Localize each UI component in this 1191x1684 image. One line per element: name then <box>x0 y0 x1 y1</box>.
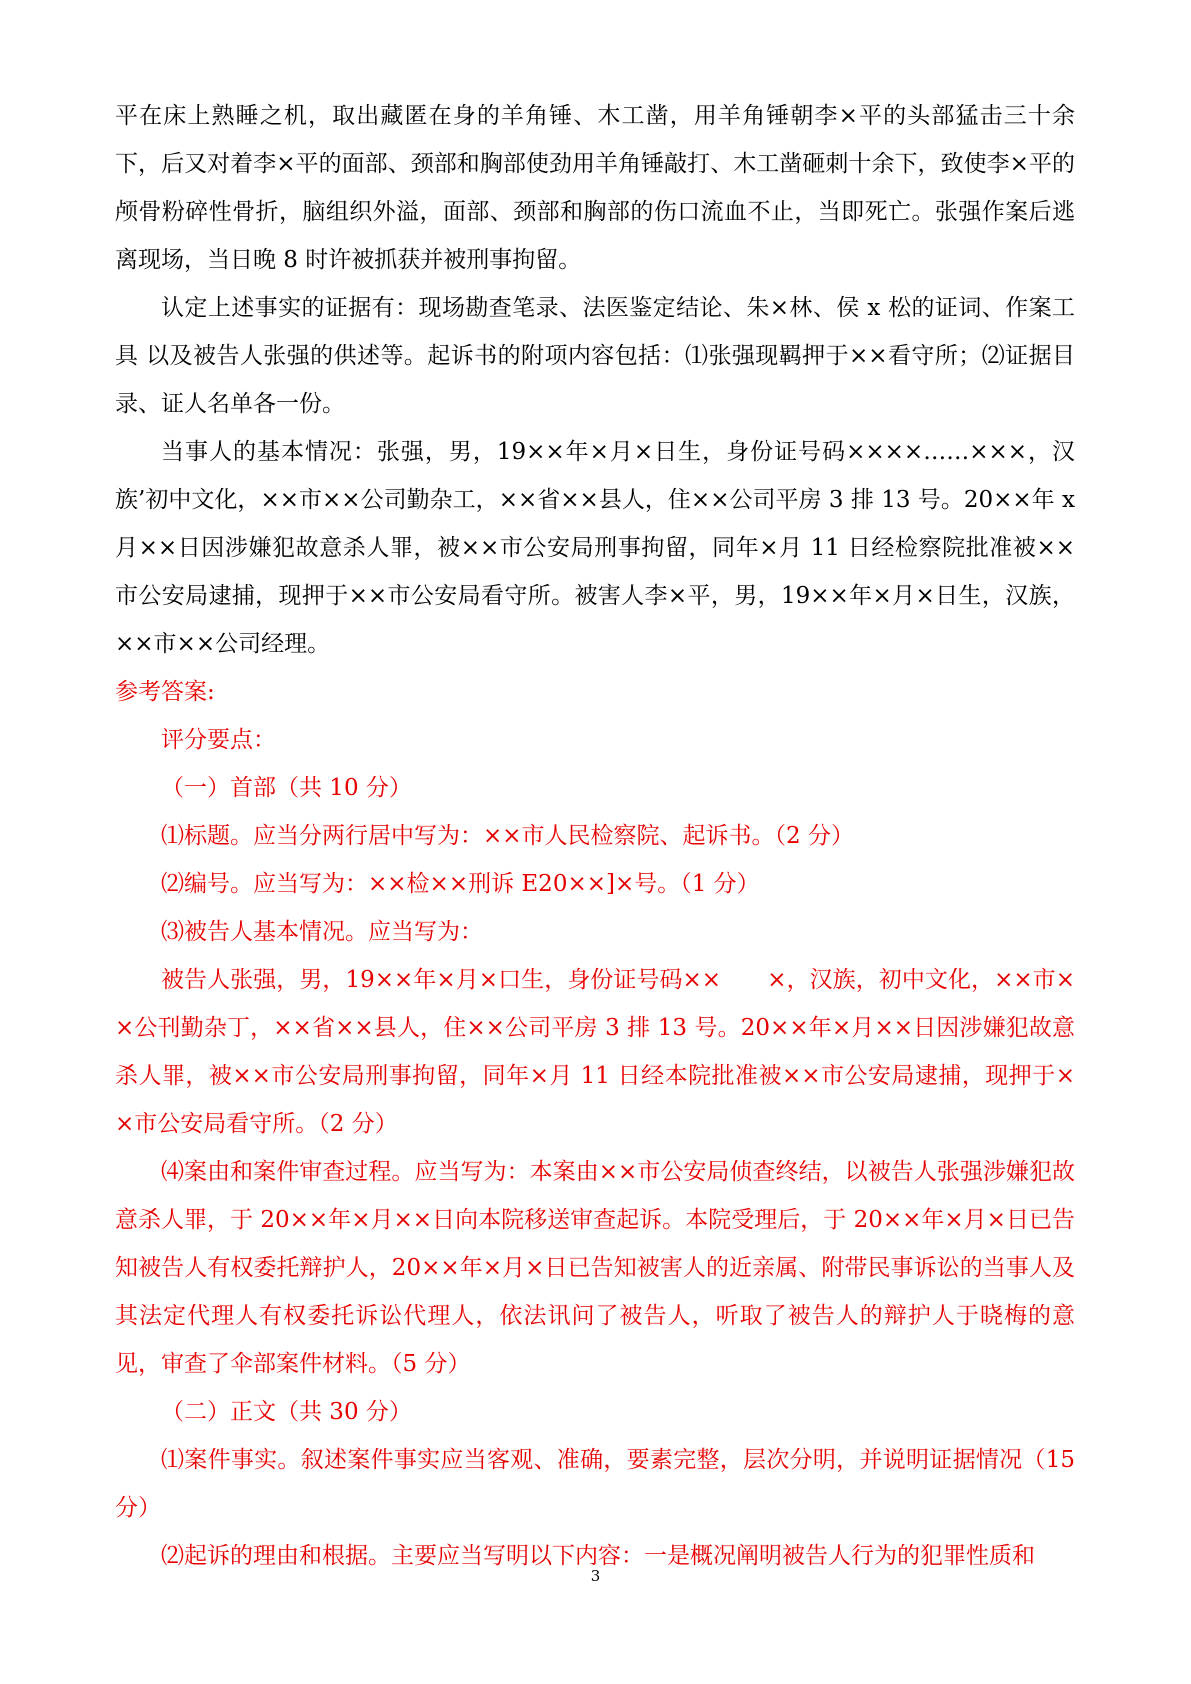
scoring-points-heading: 评分要点： <box>161 727 276 753</box>
page-content <box>115 92 1075 1580</box>
answer-heading: 参考答案: <box>115 679 215 705</box>
scoring-item-number: ⑵编号。应当写为：××检××刑诉 E20××]×号。（1 分） <box>161 871 760 897</box>
scoring-item-defendant-info: ⑶被告人基本情况。应当写为： <box>161 919 483 945</box>
section-heading-body: （二）正文（共 30 分） <box>161 1399 412 1425</box>
defendant-info-text: 被告人张强，男，19××年×月×口生，身份证号码×× ×，汉族，初中文化，××市××公刊勤杂丁，××省××县人，住××公司平房 3 排 13 号。20××年×月××日因涉嫌犯故意杀人罪，被××市公安局刑事拘留，同年×月 11 日经本院批准被××市公安局逮捕，现押于××市公安局看守所。（2 分） <box>115 967 1075 1137</box>
evidence-paragraph: 认定上述事实的证据有：现场勘查笔录、法医鉴定结论、朱×林、侯 x 松的证词、作案工具 以及被告人张强的供述等。起诉书的附项内容包括：⑴张强现羁押于××看守所；⑵证据目录、证人名单各一份。 <box>115 295 1075 417</box>
scoring-item-title: ⑴标题。应当分两行居中写为：××市人民检察院、起诉书。（2 分） <box>161 823 854 849</box>
section-heading-header: （一）首部（共 10 分） <box>161 775 412 801</box>
parties-paragraph: 当事人的基本情况：张强，男，19××年×月×日生，身份证号码××××……×××，汉 族’初中文化，××市××公司勤杂工，××省××县人，住××公司平房 3 排 13 号。20××年 x 月××日因涉嫌犯故意杀人罪，被××市公安局刑事拘留，同年×月 11 日经检察院批准被××市公安局逮捕，现押于××市公安局看守所。被害人李×平，男，19××年×月×日生，汉族，××市××公司经理。 <box>115 439 1075 657</box>
case-facts-paragraph: 平在床上熟睡之机，取出藏匿在身的羊角锤、木工凿，用羊角锤朝李×平的头部猛击三十余下，后又对着李×平的面部、颈部和胸部使劲用羊角锤敲打、木工凿砸刺十余下，致使李×平的颅骨粉碎性骨折，脑组织外溢，面部、颈部和胸部的伤口流血不止，当即死亡。张强作案后逃离现场，当日晚 8 时许被抓获并被刑事拘留。 <box>115 103 1075 273</box>
page-number: 3 <box>590 1567 601 1585</box>
scoring-item-facts: ⑴案件事实。叙述案件事实应当客观、准确，要素完整，层次分明，并说明证据情况（15 分） <box>115 1447 1075 1521</box>
scoring-item-case-review: ⑷案由和案件审查过程。应当写为：本案由××市公安局侦查终结，以被告人张强涉嫌犯故意杀人罪，于 20××年×月××日向本院移送审查起诉。本院受理后，于 20××年×月×日已告知被告人有权委托辩护人，20××年×月×日已告知被害人的近亲属、附带民事诉讼的当事人及其法定代理人有权委托诉讼代理人，依法讯问了被告人，听取了被告人的辩护人于晓梅的意见，审查了伞部案件材料。（5 分） <box>115 1159 1075 1377</box>
scoring-item-grounds: ⑵起诉的理由和根据。主要应当写明以下内容：一是概况阐明被告人行为的犯罪性质和 <box>161 1543 1035 1569</box>
